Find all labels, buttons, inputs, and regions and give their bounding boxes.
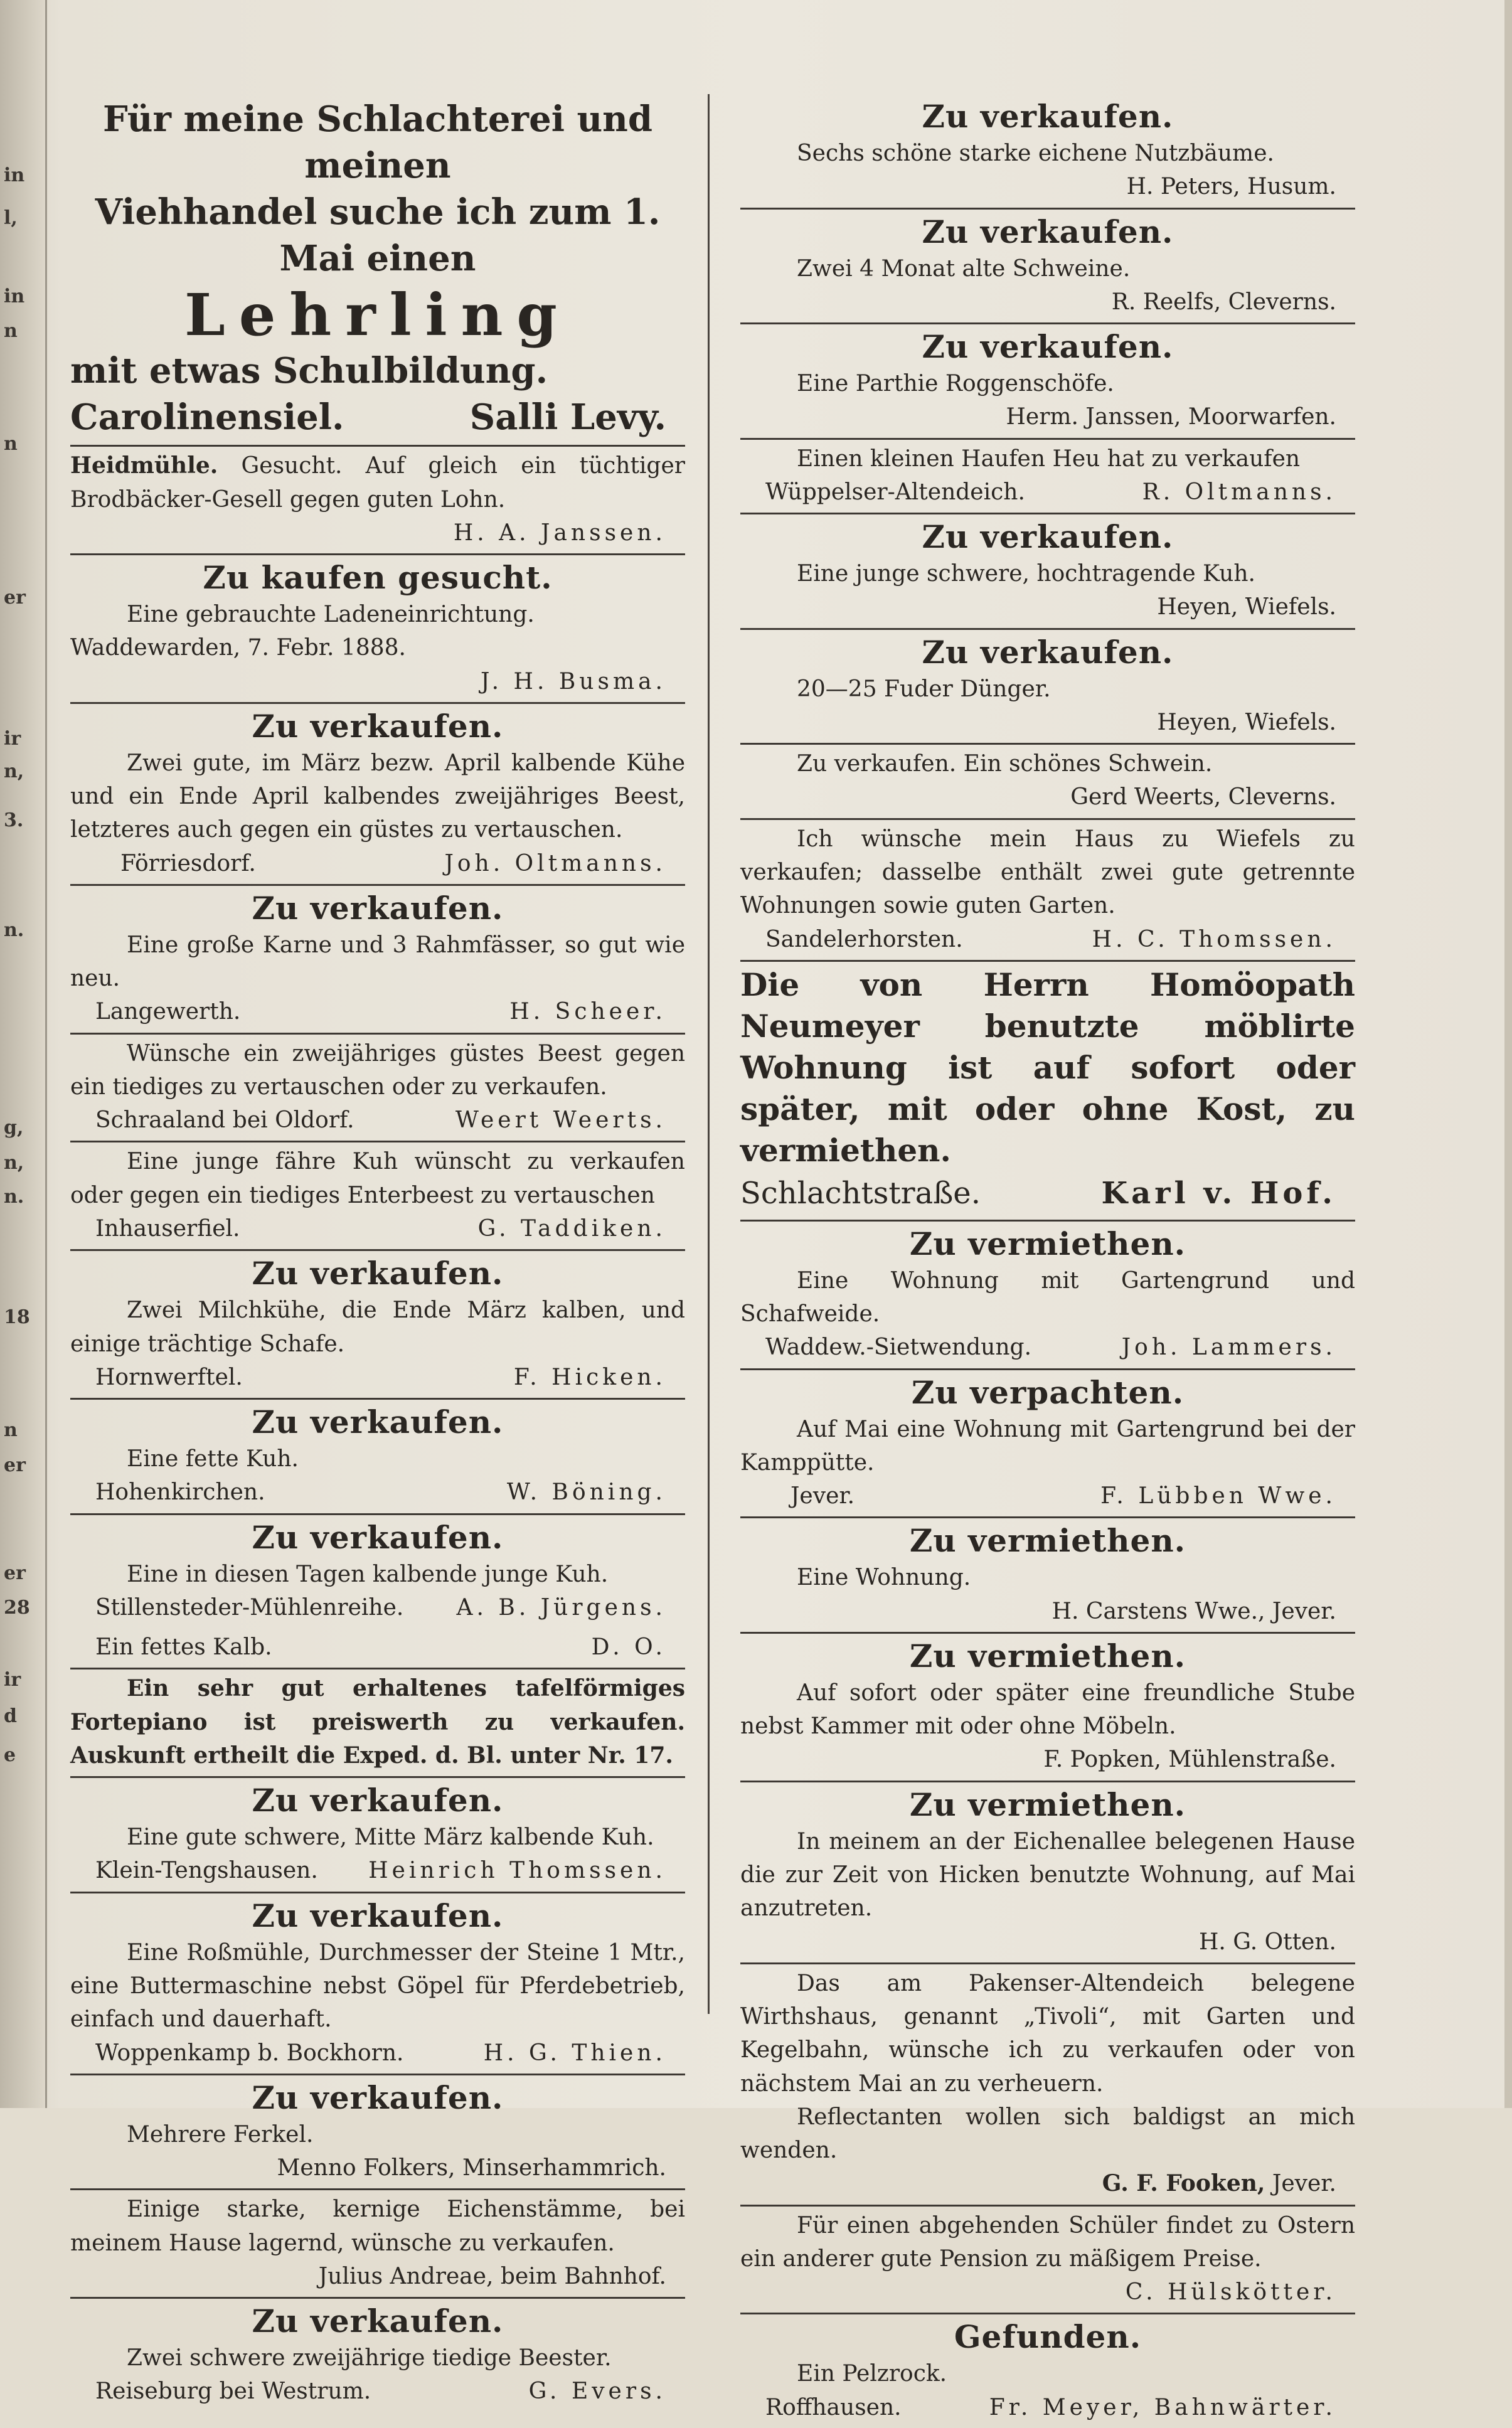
signature-name: Herm. Janssen, Moorwarfen.: [1006, 404, 1336, 430]
margin-fragment: n,: [4, 1152, 24, 1174]
ad-heu: [740, 440, 1355, 515]
signature-name: Karl v. Hof.: [1101, 1175, 1336, 1211]
ad-nutzbaeume: [740, 94, 1355, 210]
margin-fragment: n: [4, 1419, 18, 1441]
signature-row: [70, 1854, 685, 1887]
ad-text: Eine große Karne und 3 Rahmfässer, so gut wie neu.: [70, 932, 685, 992]
ad-fortepiano: [70, 1669, 685, 1778]
ad-text: Eine in diesen Tagen kalbende junge Kuh.: [127, 1561, 609, 1587]
signature-row: [70, 1104, 685, 1137]
ad-stube: [740, 1634, 1355, 1782]
signature-name: Menno Folkers, Minserhammrich.: [277, 2155, 666, 2181]
signature-place: Sandelerhorsten.: [765, 926, 963, 952]
ad-heading: Zu verkaufen.: [252, 707, 504, 745]
signature-place: Woppenkamp b. Bockhorn.: [95, 2040, 404, 2066]
ad-body: Gesucht. Auf gleich ein tüchtiger Brodbäcker-Gesell gegen guten Lohn.: [70, 453, 685, 513]
signature-row: [70, 995, 685, 1028]
signature-place: Jever.: [791, 1483, 855, 1510]
margin-fragment: ir: [4, 1669, 21, 1691]
ad-eichenstaemme: [70, 2190, 685, 2299]
ad-heading: Zu verkaufen.: [252, 1518, 504, 1556]
ad-schwere-kuh: [70, 1778, 685, 1893]
margin-fragment: 18: [4, 1306, 30, 1328]
ad-tivoli: [740, 1964, 1355, 2207]
signature-name: F. Lübben Wwe.: [1100, 1483, 1336, 1510]
signature-name: Joh. Lammers.: [1121, 1334, 1336, 1361]
signature-name: H. G. Thien.: [483, 2040, 666, 2066]
ad-karne: [70, 886, 685, 1035]
signature-name: R. Oltmanns.: [1142, 479, 1336, 505]
ad-headline: Lehrling: [184, 280, 571, 349]
signature-row: [70, 1212, 685, 1245]
ad-wohnung-jever: [740, 1518, 1355, 1634]
signature-name: C. Hülskötter.: [1125, 2279, 1336, 2306]
ad-text: 20—25 Fuder Dünger.: [797, 676, 1051, 702]
signature-name: Heyen, Wiefels.: [1157, 594, 1336, 620]
signature-row: [740, 2167, 1355, 2200]
ad-text: Reflectanten wollen sich baldigst an mich wenden.: [740, 2104, 1355, 2164]
signature-place: Roffhausen.: [765, 2394, 902, 2420]
margin-fragment: er: [4, 1454, 26, 1476]
ad-heading: Zu verkaufen.: [252, 2303, 504, 2340]
signature-place: Jever.: [1265, 2171, 1336, 2197]
ad-text: Eine Wohnung.: [797, 1565, 971, 1591]
ad-text: Eine junge fähre Kuh wünscht zu verkaufen oder gegen ein tiediges Enterbeest zu vertauschen: [70, 1149, 685, 1208]
margin-fragment: 3.: [4, 809, 24, 831]
signature-row: [740, 1171, 1355, 1216]
signature-row: [70, 847, 685, 880]
column-divider: [708, 94, 710, 2014]
ad-moeblirte-wohnung: [740, 962, 1355, 1222]
ad-heading: Zu verkaufen.: [922, 98, 1174, 135]
signature-name: Gerd Weerts, Cleverns.: [1070, 784, 1336, 811]
signature-place: Hornwerftel.: [95, 1364, 243, 1390]
ad-heading: Zu verkaufen.: [252, 1403, 504, 1441]
ad-fette-kuh: [70, 1400, 685, 1515]
signature-place: Langewerth.: [95, 999, 241, 1025]
signature-row: [740, 1479, 1355, 1513]
ad-text: Eine Wohnung mit Gartengrund und Schafweide.: [740, 1267, 1355, 1328]
signature-name: H. A. Janssen.: [453, 519, 666, 546]
margin-fragment: n.: [4, 919, 24, 941]
ad-text: Eine gebrauchte Ladeneinrichtung.: [127, 602, 535, 628]
signature-place: Wüppelser-Altendeich.: [765, 479, 1025, 505]
ad-text: Zwei Milchkühe, die Ende März kalben, und einige trächtige Schafe.: [70, 1297, 685, 1357]
signature-place: Waddew.-Sietwendung.: [765, 1334, 1032, 1361]
ad-haus-wiefels: [740, 820, 1355, 962]
signature-name: Heyen, Wiefels.: [1157, 709, 1336, 735]
signature-name: H. C. Thomssen.: [1092, 926, 1336, 952]
ad-text: mit etwas Schulbildung.: [70, 350, 548, 392]
margin-fragment: in: [4, 285, 25, 307]
left-column: [70, 94, 685, 2405]
margin-fragment: in: [4, 164, 25, 186]
signature-row: [70, 1631, 685, 1664]
ad-faehre-kuh: [70, 1142, 685, 1251]
ad-gartengrund: [740, 1222, 1355, 1370]
ad-text: Auf sofort oder später eine freundliche Stube nebst Kammer mit oder ohne Möbeln.: [740, 1680, 1355, 1740]
ad-text: Eine Roßmühle, Durchmesser der Steine 1 Mtr., eine Buttermaschine nebst Göpel für Pferdebetrieb, einfach und dauerhaft.: [70, 1939, 685, 2033]
ad-text: Die von Herrn Homöopath Neumeyer benutzte möblirte Wohnung ist auf sofort oder später, mit oder ohne Kost, zu vermiethen.: [740, 966, 1355, 1169]
signature-name: H. Peters, Husum.: [1126, 174, 1336, 200]
ad-text: Zwei 4 Monat alte Schweine.: [797, 255, 1131, 282]
signature-place: Klein-Tengshausen.: [95, 1858, 318, 1884]
ad-heading: Zu verkaufen.: [922, 633, 1174, 671]
ad-text: Ein fettes Kalb.: [95, 1634, 272, 1661]
ad-text: Eine gute schwere, Mitte März kalbende Kuh.: [127, 1824, 654, 1851]
margin-fragment: n: [4, 433, 18, 455]
signature-name: Joh. Oltmanns.: [444, 850, 666, 876]
ad-heading: Zu verkaufen.: [252, 889, 504, 927]
signature-name: Heinrich Thomssen.: [368, 1858, 666, 1884]
ad-heading: Zu kaufen gesucht.: [203, 559, 553, 597]
ad-text: Sechs schöne starke eichene Nutzbäume.: [797, 141, 1274, 166]
ad-heading: Zu verkaufen.: [252, 1782, 504, 1819]
signature-row: [740, 1331, 1355, 1364]
signature-name: J. H. Busma.: [481, 668, 666, 695]
ad-rossmuehle: [70, 1893, 685, 2075]
ad-lehrling: [70, 94, 685, 447]
ad-heading: Zu verpachten.: [911, 1373, 1185, 1411]
ad-schweine: [740, 210, 1355, 325]
ad-heading: Zu verkaufen.: [252, 2079, 504, 2116]
ad-kamppuette: [740, 1370, 1355, 1519]
ad-text: Zu verkaufen. Ein schönes Schwein.: [797, 751, 1213, 777]
page-edge: [1504, 0, 1512, 2108]
ad-text: Ein sehr gut erhaltenes tafelförmiges Fortepiano ist preiswerth zu verkaufen. Auskunft ertheilt die Exped. d. Bl. unter Nr. 17.: [70, 1675, 685, 1769]
ad-text: Zwei gute, im März bezw. April kalbende Kühe und ein Ende April kalbendes zweijähriges Beest, letzteres auch gegen ein güstes zu vertauschen.: [70, 750, 685, 843]
ad-heidmuehle: [70, 447, 685, 555]
ad-duenger: [740, 630, 1355, 745]
ad-text: Zwei schwere zweijährige tiedige Beester.: [127, 2345, 612, 2372]
signature-row: [70, 1361, 685, 1394]
ad-text: [70, 449, 685, 516]
signature-row: [740, 923, 1355, 956]
ad-beest: [70, 1035, 685, 1143]
signature-name: G. F. Fooken,: [1102, 2170, 1265, 2197]
ad-heading: Zu verkaufen.: [922, 328, 1174, 366]
signature-place: Stillensteder-Mühlenreihe.: [95, 1594, 404, 1621]
ad-date: Waddewarden, 7. Febr. 1888.: [70, 635, 406, 661]
margin-fragment: e: [4, 1744, 16, 1766]
signature-row: [740, 476, 1355, 509]
signature-name: Salli Levy.: [469, 397, 666, 439]
signature-row: [740, 2391, 1355, 2424]
ad-pension: [740, 2207, 1355, 2315]
ad-text: Ein Pelzrock.: [797, 2361, 947, 2387]
signature-name: W. Böning.: [506, 1479, 666, 1506]
margin-fragment: g,: [4, 1117, 24, 1139]
signature-name: G. Evers.: [528, 2378, 666, 2405]
ad-kuehe: [70, 704, 685, 886]
ad-junge-kuh: [70, 1515, 685, 1629]
margin-fragment: n: [4, 320, 18, 342]
ad-text: Mehrere Ferkel.: [127, 2121, 314, 2148]
ad-ferkel: [70, 2075, 685, 2191]
ad-gefunden: [740, 2314, 1355, 2428]
ad-text: Ich wünsche mein Haus zu Wiefels zu verkaufen; dasselbe enthält zwei gute getrennte Wohnungen sowie guten Garten.: [740, 826, 1355, 919]
signature-name: A. B. Jürgens.: [456, 1594, 666, 1621]
signature-row: [70, 1591, 685, 1624]
signature-name: G. Taddiken.: [477, 1216, 666, 1242]
signature-name: R. Reelfs, Cleverns.: [1111, 289, 1336, 315]
ad-heading: Zu vermiethen.: [909, 1786, 1186, 1823]
ad-text: Für einen abgehenden Schüler findet zu Ostern ein anderer gute Pension zu mäßigem Preise.: [740, 2212, 1355, 2272]
signature-place: Schraaland bei Oldorf.: [95, 1107, 354, 1134]
signature-name: Fr. Meyer, Bahnwärter.: [989, 2394, 1336, 2420]
ad-roggenschoefe: [740, 324, 1355, 440]
margin-fragment: d: [4, 1705, 17, 1727]
ad-text: Viehhandel suche ich zum 1. Mai einen: [95, 191, 661, 279]
signature-row: [70, 395, 685, 441]
previous-page-margin: [0, 0, 47, 2108]
ad-ladeneinrichtung: [70, 555, 685, 704]
ad-milchkuehe: [70, 1251, 685, 1400]
ad-text: Einen kleinen Haufen Heu hat zu verkaufen: [797, 445, 1301, 472]
signature-row: [70, 2037, 685, 2070]
ad-text: Einige starke, kernige Eichenstämme, bei meinem Hause lagernd, wünsche zu verkaufen.: [70, 2196, 685, 2256]
margin-fragment: ir: [4, 728, 21, 750]
ad-heading: Zu verkaufen.: [252, 1255, 504, 1292]
ad-text: Auf Mai eine Wohnung mit Gartengrund bei der Kamppütte.: [740, 1416, 1355, 1476]
signature-name: H. Carstens Wwe., Jever.: [1051, 1598, 1336, 1624]
ad-text: Das am Pakenser-Altendeich belegene Wirthshaus, genannt „Tivoli“, mit Garten und Kegelbahn, wünsche ich zu verkaufen oder von nächstem Mai an zu verheuern.: [740, 1970, 1355, 2097]
signature-place: Förriesdorf.: [120, 850, 256, 876]
signature-place: Carolinensiel.: [70, 397, 344, 439]
signature-row: [70, 1476, 685, 1509]
margin-fragment: er: [4, 587, 26, 609]
ad-schwein: [740, 745, 1355, 820]
ad-hochtragende-kuh: [740, 514, 1355, 630]
signature-place: Hohenkirchen.: [95, 1479, 265, 1506]
ad-heading: Zu vermiethen.: [909, 1225, 1186, 1262]
right-column: [740, 94, 1355, 2420]
margin-fragment: er: [4, 1562, 26, 1584]
margin-fragment: n,: [4, 760, 24, 782]
signature-name: F. Popken, Mühlenstraße.: [1043, 1747, 1336, 1773]
signature-name: F. Hicken.: [513, 1364, 666, 1390]
ad-heading: Zu verkaufen.: [922, 213, 1174, 250]
ad-heading: Zu verkaufen.: [922, 518, 1174, 556]
ad-heading: Gefunden.: [954, 2318, 1142, 2356]
ad-heading: Zu vermiethen.: [909, 1522, 1186, 1560]
signature-place: Reiseburg bei Westrum.: [95, 2378, 371, 2405]
ad-heading: Zu vermiethen.: [909, 1637, 1186, 1675]
ad-heading: Zu verkaufen.: [252, 1897, 504, 1934]
signature-name: Julius Andreae, beim Bahnhof.: [318, 2263, 666, 2289]
ad-text: Eine junge schwere, hochtragende Kuh.: [797, 561, 1255, 587]
margin-fragment: n.: [4, 1186, 24, 1208]
ad-eichenallee: [740, 1782, 1355, 1964]
margin-fragment: 28: [4, 1597, 30, 1619]
ad-fettes-kalb: [70, 1628, 685, 1669]
ad-text: In meinem an der Eichenallee belegenen Hause die zur Zeit von Hicken benutzte Wohnung, auf Mai anzutreten.: [740, 1828, 1355, 1922]
ad-text: Wünsche ein zweijähriges güstes Beest gegen ein tiediges zu vertauschen oder zu verkaufen.: [70, 1040, 685, 1100]
signature-row: [70, 2375, 685, 2408]
ad-lead: Heidmühle.: [70, 452, 218, 479]
signature-place: Inhauserfiel.: [95, 1216, 240, 1242]
ad-text: Eine fette Kuh.: [127, 1446, 299, 1472]
signature-name: H. G. Otten.: [1198, 1929, 1336, 1955]
ad-text: Eine Parthie Roggenschöfe.: [797, 371, 1114, 397]
signature-name: Weert Weerts.: [455, 1107, 666, 1134]
signature-name: H. Scheer.: [509, 999, 666, 1025]
ad-beester: [70, 2299, 685, 2412]
ad-text: Für meine Schlachterei und meinen: [102, 99, 653, 186]
signature-name: D. O.: [591, 1634, 666, 1661]
signature-place: Schlachtstraße.: [740, 1175, 981, 1211]
margin-fragment: l,: [4, 207, 18, 229]
